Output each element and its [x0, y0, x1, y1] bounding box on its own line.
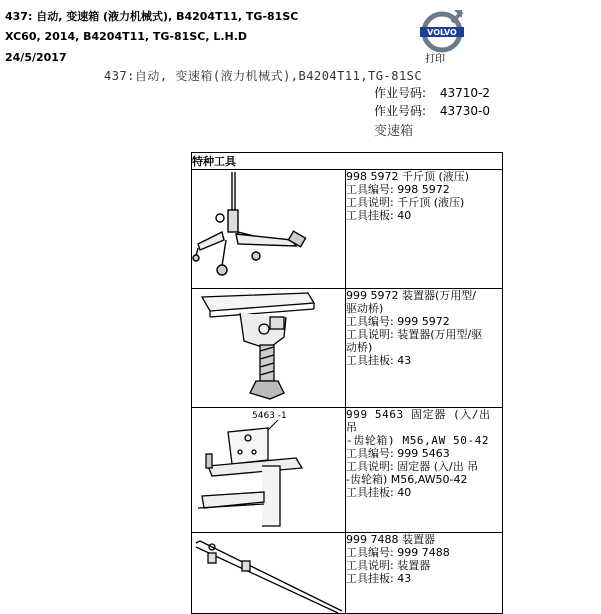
table-header: 特种工具 — [192, 153, 503, 170]
volvo-logo — [418, 8, 466, 56]
tool-title: 999 5463 固定器 (入/出 吊 — [346, 408, 491, 434]
tool-board: 工具挂板: 40 — [346, 486, 412, 499]
tool-description: 工具说明: 装置器 — [346, 559, 431, 572]
tool-info — [346, 408, 503, 533]
tool-info — [346, 289, 503, 408]
tool-number: 工具编号: 999 5972 — [346, 315, 450, 328]
tool-number: 工具编号: 999 7488 — [346, 546, 450, 559]
tool-description: 工具说明: 装置器(万用型/驱 — [346, 328, 483, 341]
special-tools-table — [191, 152, 503, 614]
op-number-row-2 — [374, 102, 490, 119]
table-row — [192, 533, 503, 614]
tool-number: 工具编号: 998 5972 — [346, 183, 450, 196]
tool-title: 998 5972 千斤顶 (液压) — [346, 170, 470, 183]
tool-description: 工具说明: 固定器 (入/出 吊 — [346, 460, 479, 473]
op-number-label: 作业号码: — [374, 86, 427, 100]
table-row — [192, 170, 503, 289]
table-row — [192, 408, 503, 533]
tool-image-fixture — [192, 289, 346, 408]
print-link[interactable]: 打印 — [425, 54, 445, 65]
tool-info — [346, 533, 503, 614]
section-heading: 变速箱 — [374, 124, 414, 139]
op-number-label: 作业号码: — [374, 104, 427, 118]
header-date: 24/5/2017 — [5, 51, 67, 64]
header-vehicle: XC60, 2014, B4204T11, TG-81SC, L.H.D — [5, 30, 248, 43]
tool-image-device — [192, 533, 346, 614]
doc-title: 437:自动, 变速箱(液力机械式),B4204T11,TG-81SC — [104, 69, 423, 83]
tool-title-cont: -齿轮箱) M56,AW 50-42 — [346, 434, 490, 447]
table-row — [192, 289, 503, 408]
op-number-value: 43730-0 — [439, 104, 490, 118]
tool-title: 999 7488 装置器 — [346, 533, 435, 546]
tool-title-cont: 驱动桥) — [346, 302, 384, 315]
tool-image-holder — [192, 408, 346, 533]
logo-text: VOLVO — [427, 28, 457, 37]
header-title: 437: 自动, 变速箱 (液力机械式), B4204T11, TG-81SC — [5, 10, 299, 23]
tool-description-cont: -齿轮箱) M56,AW50-42 — [346, 473, 468, 486]
tool-number: 工具编号: 999 5463 — [346, 447, 450, 460]
tool-board: 工具挂板: 40 — [346, 209, 412, 222]
op-number-row-1 — [374, 84, 490, 101]
tool-description-cont: 动桥) — [346, 341, 373, 354]
op-number-value: 43710-2 — [439, 86, 490, 100]
tool-board: 工具挂板: 43 — [346, 572, 412, 585]
tool-board: 工具挂板: 43 — [346, 354, 412, 367]
tool-image-label: 5463 -1 — [252, 411, 287, 421]
tool-image-jack — [192, 170, 346, 289]
tool-title: 999 5972 装置器(万用型/ — [346, 289, 476, 302]
tool-description: 工具说明: 千斤顶 (液压) — [346, 196, 465, 209]
tool-info — [346, 170, 503, 289]
